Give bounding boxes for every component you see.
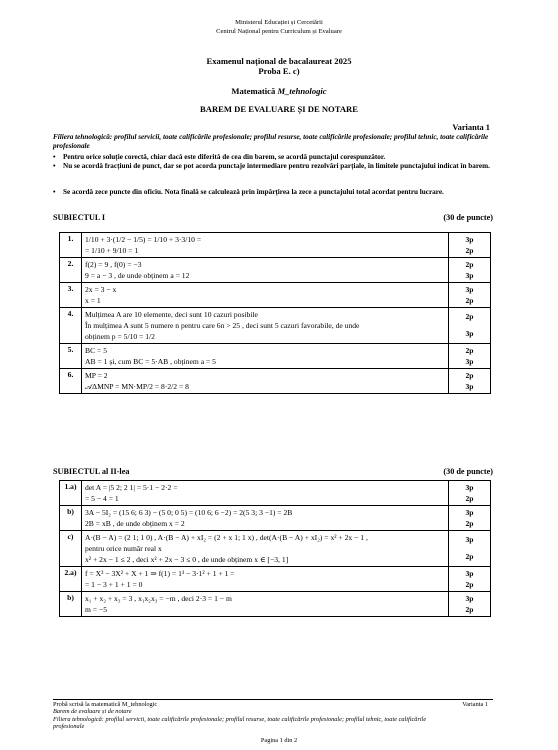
- score-cell: [449, 481, 491, 506]
- filiera-text: Filiera tehnologică: profilul servicii, toate calificările profesionale; profilul resurse, toate calificările profesionale; profilul tehnic, toate calificările profesionale: [53, 133, 489, 150]
- section-2-heading: [53, 467, 493, 476]
- score-cell: [449, 283, 491, 308]
- solution-line: AB = 1 și, cum BC = 5·AB , obținem a = 5: [85, 357, 216, 366]
- table-row: [60, 369, 491, 394]
- solution-line: 9 = a − 3 , de unde obținem a = 12: [85, 271, 190, 280]
- solution-cell: [82, 567, 449, 592]
- table-row: [60, 283, 491, 308]
- solution-line: BC = 5: [85, 346, 108, 355]
- item-number: c): [60, 531, 82, 567]
- score-cell: [449, 506, 491, 531]
- score-value: 2p: [465, 551, 474, 561]
- item-number: 4.: [60, 308, 82, 344]
- score-value: 3p: [465, 271, 474, 280]
- table-row: [60, 344, 491, 369]
- instruction-bullet: • Nu se acordă fracțiuni de punct, dar se pot acorda punctaje intermediare pentru rezolvări parțiale, în limitele punctajului indicat în barem.: [53, 162, 490, 170]
- score-value: 2p: [465, 296, 474, 305]
- table-row: [60, 481, 491, 506]
- solution-line: x = 1: [85, 296, 101, 305]
- solution-line: f(2) = 9 , f(0) = −3: [85, 260, 142, 269]
- exam-proba: Proba E. c): [258, 66, 300, 76]
- subject-italic: M_tehnologic: [277, 86, 327, 96]
- solution-cell: [82, 233, 449, 258]
- score-value: 2p: [465, 519, 474, 528]
- score-value: 3p: [465, 357, 474, 366]
- footer-line-1: Probă scrisă la matematică M_tehnologic: [53, 701, 158, 708]
- solution-line: 𝒜ΔMNP = MN·MP/2 = 8·2/2 = 8: [85, 382, 189, 391]
- bullet-icon: •: [53, 153, 56, 161]
- solution-line: = 1/10 + 9/10 = 1: [85, 246, 139, 255]
- solution-line: pentru orice număr real x: [85, 544, 162, 553]
- solution-line: x² + 2x − 1 ≤ 2 , deci x² + 2x − 3 ≤ 0 , de unde obținem x ∈ [−3, 1]: [85, 555, 289, 564]
- score-cell: [449, 531, 491, 567]
- score-cell: [449, 567, 491, 592]
- score-value: 2p: [465, 605, 474, 614]
- bullet-icon: •: [53, 188, 56, 196]
- item-number: 2.a): [60, 567, 82, 592]
- solution-line: Mulțimea A are 10 elemente, deci sunt 10 cazuri posibile: [85, 310, 258, 319]
- score-value: 3p: [465, 328, 474, 338]
- table-row: [60, 258, 491, 283]
- solution-cell: [82, 258, 449, 283]
- solution-line: În mulțimea A sunt 5 numere n pentru care 6n > 25 , deci sunt 5 cazuri favorabile, de unde: [85, 321, 360, 330]
- footer-varianta: Varianta 1: [462, 701, 488, 708]
- score-cell: [449, 308, 491, 344]
- center-header: Centrul Național pentru Curriculum și Evaluare: [216, 28, 342, 35]
- instruction-bullet: • Se acordă zece puncte din oficiu. Nota finală se calculează prin împărțirea la zece a punctajului total acordat pentru lucrare.: [53, 188, 444, 196]
- section-1-points: (30 de puncte): [443, 213, 493, 222]
- table-row: [60, 567, 491, 592]
- section-1-title: SUBIECTUL I: [53, 213, 106, 222]
- solution-cell: [82, 308, 449, 344]
- solution-line: MP = 2: [85, 371, 108, 380]
- solution-cell: [82, 481, 449, 506]
- solution-line: x₁ + x₂ + x₃ = 3 , x₁x₂x₃ = −m , deci 2·3 = 1 − m: [85, 594, 232, 603]
- varianta-label: Varianta 1: [452, 123, 490, 132]
- footer-divider: [53, 699, 493, 700]
- solution-line: 2x = 3 − x: [85, 285, 117, 294]
- score-value: 2p: [465, 346, 474, 355]
- solution-line: = 1 − 3 + 1 + 1 = 0: [85, 580, 143, 589]
- item-number: 2.: [60, 258, 82, 283]
- item-number: 6.: [60, 369, 82, 394]
- item-number: 3.: [60, 283, 82, 308]
- solution-cell: [82, 531, 449, 567]
- solution-cell: [82, 283, 449, 308]
- score-value: 3p: [465, 535, 474, 544]
- footer-line-3: Filiera tehnologică: profilul servicii, toate calificările profesionale; profilul resurse, toate calificările profesionale; profilul tehnic, toate calificările profesionale: [53, 715, 427, 730]
- item-number: b): [60, 592, 82, 617]
- solution-line: m = −5: [85, 605, 108, 614]
- table-row: [60, 233, 491, 258]
- score-value: 2p: [465, 494, 474, 503]
- score-value: 2p: [465, 246, 474, 255]
- score-value: 2p: [465, 580, 474, 589]
- footer-line-2: Barem de evaluare și de notare: [53, 708, 132, 716]
- score-cell: [449, 369, 491, 394]
- score-value: 2p: [465, 260, 474, 269]
- solution-cell: [82, 506, 449, 531]
- score-value: 3p: [465, 569, 474, 578]
- barem-title: BAREM DE EVALUARE ȘI DE NOTARE: [200, 104, 358, 114]
- solution-line: 3A − 5I₂ = (15 6; 6 3) − (5 0; 0 5) = (10 6; 6 −2) = 2(5 3; 3 −1) = 2B: [85, 508, 293, 517]
- footer-info: [53, 701, 433, 730]
- table-row: [60, 592, 491, 617]
- item-number: 1.: [60, 233, 82, 258]
- exam-title: Examenul național de bacalaureat 2025: [206, 56, 352, 66]
- solution-cell: [82, 369, 449, 394]
- score-cell: [449, 592, 491, 617]
- score-value: 3p: [465, 594, 474, 603]
- instruction-bullet: • Pentru orice soluție corectă, chiar dacă este diferită de cea din barem, se acordă punctajul corespunzător.: [53, 153, 386, 161]
- score-cell: [449, 233, 491, 258]
- score-value: 3p: [465, 382, 474, 391]
- subject-title: [0, 86, 558, 96]
- solution-cell: [82, 592, 449, 617]
- table-row: [60, 506, 491, 531]
- score-value: 2p: [465, 371, 474, 380]
- solution-line: det A = |5 2; 2 1| = 5·1 − 2·2 =: [85, 483, 178, 492]
- section-2-points: (30 de puncte): [443, 467, 493, 476]
- item-number: b): [60, 506, 82, 531]
- score-value: 3p: [465, 285, 474, 294]
- table-row: [60, 308, 491, 344]
- page-number: Pagina 1 din 2: [260, 737, 298, 744]
- bullet-icon: •: [53, 162, 56, 170]
- section-1-table: [59, 232, 491, 394]
- section-1-heading: [53, 213, 493, 222]
- score-value: 3p: [465, 235, 474, 244]
- subject-prefix: Matematică: [231, 86, 278, 96]
- item-number: 1.a): [60, 481, 82, 506]
- score-cell: [449, 258, 491, 283]
- solution-line: 1/10 + 3·(1/2 − 1/5) = 1/10 + 3·3/10 =: [85, 235, 202, 244]
- score-value: 3p: [465, 508, 474, 517]
- score-value: 3p: [465, 483, 474, 492]
- table-row: [60, 531, 491, 567]
- score-value: 2p: [465, 312, 474, 321]
- solution-line: A·(B − A) = (2 1; 1 0) , A·(B − A) + xI₂ = (2 + x 1; 1 x) , det(A·(B − A) + xI₂) = x² + 2x − 1 ,: [85, 533, 368, 542]
- section-2-table: [59, 480, 491, 617]
- solution-cell: [82, 344, 449, 369]
- solution-line: = 5 − 4 = 1: [85, 494, 119, 503]
- solution-line: f = X³ − 3X² + X + 1 ⇒ f(1) = 1³ − 3·1² + 1 + 1 =: [85, 569, 235, 578]
- item-number: 5.: [60, 344, 82, 369]
- section-2-title: SUBIECTUL al II-lea: [53, 467, 130, 476]
- solution-line: obținem p = 5/10 = 1/2: [85, 332, 155, 341]
- ministry-header: Ministerul Educației și Cercetării: [235, 19, 323, 26]
- solution-line: 2B = xB , de unde obținem x = 2: [85, 519, 185, 528]
- score-cell: [449, 344, 491, 369]
